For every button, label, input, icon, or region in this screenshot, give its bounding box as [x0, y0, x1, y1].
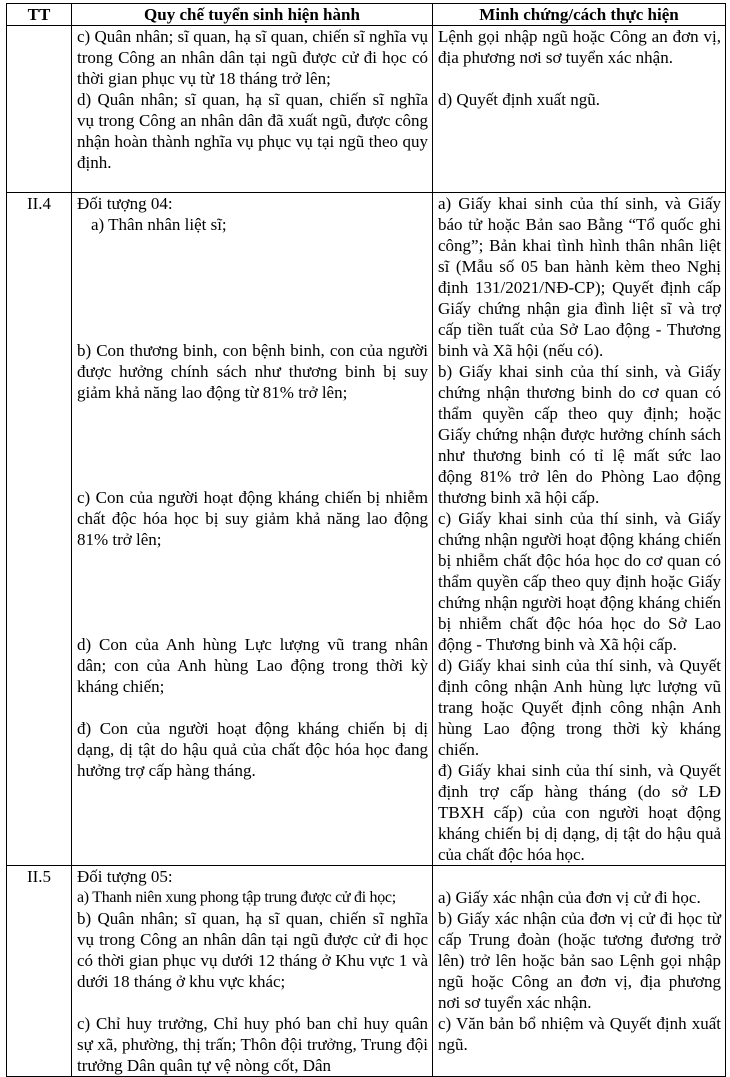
rule-item: d) Quân nhân; sĩ quan, hạ sĩ quan, chiến sĩ nghĩa vụ trong Công an nhân dân đã xuất ngũ, được công nhận hoàn thành nghĩa vụ phục vụ tại ngũ theo quy định. [77, 90, 428, 172]
evidence-item: đ) Giấy khai sinh của thí sinh, và Quyết định trợ cấp hàng tháng (do sở LĐ TBXH cấp) của con người hoạt động kháng chiến bị dị dạng, dị tật do hậu quả của chất độc hóa học. [438, 761, 721, 864]
row-number: II.5 [7, 866, 72, 1077]
rule-item: b) Quân nhân; sĩ quan, hạ sĩ quan, chiến sĩ nghĩa vụ trong Công an nhân dân tại ngũ được cử đi học có thời gian phục vụ dưới 12 tháng ở Khu vực 1 và dưới 18 tháng ở khu vực khác; [77, 909, 428, 991]
group-heading: Đối tượng 04: [77, 194, 173, 213]
evidence-item: b) Giấy xác nhận của đơn vị cử đi học từ cấp Trung đoàn (hoặc tương đương trở lên) trở lên hoặc bản sao Lệnh gọi nhập ngũ hoặc Công an đơn vị, địa phương nơi sơ tuyển xác nhận. [438, 909, 721, 1012]
evidence-item: c) Giấy khai sinh của thí sinh, và Giấy chứng nhận người hoạt động kháng chiến bị nhiễm chất độc hóa học do cơ quan có thẩm quyền cấp theo quy định hoặc Giấy chứng nhận người hoạt động kháng chiến bị nhiễm chất độc hóa học do Sở Lao động - Thương binh và Xã hội cấp. [438, 509, 721, 654]
evidence-cell [433, 866, 726, 1077]
rule-item: d) Con của Anh hùng Lực lượng vũ trang nhân dân; con của Anh hùng Lao động trong thời kỳ kháng chiến; [77, 635, 428, 696]
evidence-item: d) Giấy khai sinh của thí sinh, và Quyết định công nhận Anh hùng lực lượng vũ trang hoặc Quyết định công nhận Anh hùng Lao động trong thời kỳ kháng chiến. [438, 656, 721, 759]
header-tt: TT [7, 4, 72, 26]
rules-cell [72, 866, 433, 1077]
rule-item: a) Thân nhân liệt sĩ; [91, 215, 227, 234]
evidence-item: a) Giấy khai sinh của thí sinh, và Giấy báo tử hoặc Bản sao Bằng “Tổ quốc ghi công”; Bản khai tình hình thân nhân liệt sĩ (Mẫu số 05 ban hành kèm theo Nghị định 131/2021/NĐ-CP); Quyết định cấp Giấy chứng nhận gia đình liệt sĩ và trợ cấp tiền tuất của Sở Lao động - Thương binh và Xã hội (nếu có). [438, 194, 721, 360]
rules-cell [72, 26, 433, 193]
rule-item: a) Thanh niên xung phong tập trung được cử đi học; [77, 889, 396, 906]
rule-item: c) Chỉ huy trưởng, Chỉ huy phó ban chỉ huy quân sự xã, phường, thị trấn; Thôn đội trưởng, Trung đội trưởng Dân quân tự vệ nòng cốt, Dân [77, 1014, 428, 1075]
rule-item: c) Quân nhân; sĩ quan, hạ sĩ quan, chiến sĩ nghĩa vụ trong Công an nhân dân tại ngũ được cử đi học có thời gian phục vụ từ 18 tháng trở lên; [77, 27, 428, 88]
table-row [7, 866, 726, 1077]
evidence-item: a) Giấy xác nhận của đơn vị cử đi học. [438, 888, 701, 907]
table-row [7, 193, 726, 866]
rules-cell [72, 193, 433, 866]
rule-item: đ) Con của người hoạt động kháng chiến bị dị dạng, dị tật do hậu quả của chất độc hóa học đang hưởng trợ cấp hàng tháng. [77, 719, 428, 780]
evidence-item: Lệnh gọi nhập ngũ hoặc Công an đơn vị, địa phương nơi sơ tuyển xác nhận. [438, 27, 721, 67]
rule-item: b) Con thương binh, con bệnh binh, con của người được hưởng chính sách như thương binh bị suy giảm khả năng lao động từ 81% trở lên; [77, 341, 428, 402]
row-number: II.4 [7, 193, 72, 866]
evidence-item: c) Văn bản bổ nhiệm và Quyết định xuất ngũ. [438, 1014, 721, 1054]
group-heading: Đối tượng 05: [77, 867, 173, 886]
row-number [7, 26, 72, 193]
table-header-row [7, 4, 726, 26]
evidence-item: d) Quyết định xuất ngũ. [438, 90, 600, 109]
evidence-cell [433, 26, 726, 193]
rule-item: c) Con của người hoạt động kháng chiến bị nhiễm chất độc hóa học bị suy giảm khả năng lao động 81% trở lên; [77, 488, 428, 549]
header-evidence: Minh chứng/cách thực hiện [433, 4, 726, 26]
evidence-item: b) Giấy khai sinh của thí sinh, và Giấy chứng nhận thương binh do cơ quan có thẩm quyền cấp theo quy định; hoặc Giấy chứng nhận được hưởng chính sách như thương binh có tỉ lệ mất sức lao động 81% trở lên do Phòng Lao động thương binh xã hội cấp. [438, 362, 721, 507]
admission-rules-table [6, 3, 726, 1077]
evidence-cell [433, 193, 726, 866]
header-rules: Quy chế tuyển sinh hiện hành [72, 4, 433, 26]
table-row [7, 26, 726, 193]
